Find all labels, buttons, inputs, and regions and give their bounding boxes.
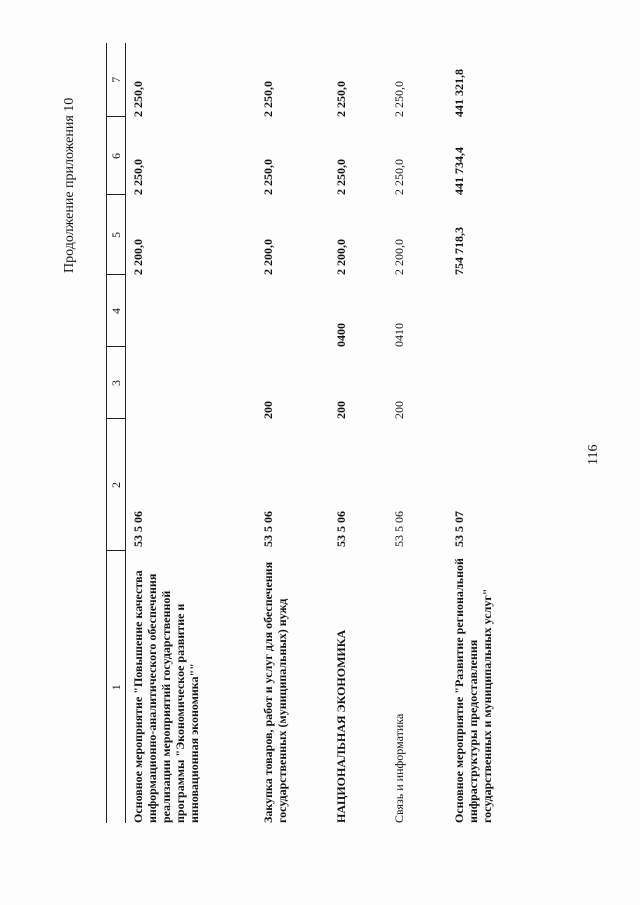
row-value-6: 441 734,4 — [452, 147, 466, 195]
row-value-5: 2 200,0 — [131, 239, 145, 275]
col-header-1: 1 — [107, 551, 126, 823]
row-value-7: 2 250,0 — [131, 81, 145, 117]
table-row — [329, 43, 387, 823]
row-code: 53 5 06 — [334, 511, 348, 547]
col-header-2: 2 — [107, 419, 126, 551]
row-vr: 200 — [334, 401, 348, 419]
row-value-6: 2 250,0 — [392, 159, 406, 195]
row-value-5: 2 200,0 — [334, 239, 348, 275]
row-value-6: 2 250,0 — [334, 159, 348, 195]
row-value-7: 2 250,0 — [392, 81, 406, 117]
table-row — [256, 43, 329, 823]
page-number: 116 — [586, 444, 601, 465]
col-header-4: 4 — [107, 275, 126, 347]
col-header-7: 7 — [107, 43, 126, 117]
table-row — [387, 43, 447, 823]
row-value-5: 2 200,0 — [392, 239, 406, 275]
row-code: 53 5 06 — [261, 511, 275, 547]
row-rz — [447, 275, 572, 347]
row-rz: 0400 — [334, 323, 348, 347]
row-value-7: 2 250,0 — [334, 81, 348, 117]
row-value-7: 2 250,0 — [261, 81, 275, 117]
row-name: Закупка товаров, работ и услуг для обеспечения государственных (муниципальных) нужд — [261, 561, 289, 823]
row-vr: 200 — [392, 401, 406, 419]
row-vr — [447, 347, 572, 419]
col-header-5: 5 — [107, 195, 126, 275]
row-value-5: 2 200,0 — [261, 239, 275, 275]
budget-table — [106, 43, 572, 823]
table-row — [447, 43, 572, 823]
appendix-caption: Продолжение приложения 10 — [62, 97, 77, 273]
row-rz — [126, 275, 257, 347]
row-name: Связь и информатика — [392, 713, 406, 823]
col-header-6: 6 — [107, 117, 126, 195]
row-value-5: 754 718,3 — [452, 227, 466, 275]
row-value-6: 2 250,0 — [261, 159, 275, 195]
row-value-6: 2 250,0 — [131, 159, 145, 195]
row-code: 53 5 06 — [131, 511, 145, 547]
row-value-7: 441 321,8 — [452, 69, 466, 117]
table-row — [126, 43, 257, 823]
row-vr — [126, 347, 257, 419]
header-row — [107, 43, 126, 823]
row-code: 53 5 07 — [452, 511, 466, 547]
row-code: 53 5 06 — [392, 511, 406, 547]
row-name: НАЦИОНАЛЬНАЯ ЭКОНОМИКА — [334, 629, 348, 823]
row-rz: 0410 — [392, 323, 406, 347]
row-rz — [256, 275, 329, 347]
col-header-3: 3 — [107, 347, 126, 419]
row-name: Основное мероприятие "Развитие региональной инфраструктуры предоставления государственных и муниципальных услуг" — [452, 558, 494, 823]
row-name: Основное мероприятие "Повышение качества информационно-аналитического обеспечения реализации мероприятий государственной программы "Экономическое развитие и инновационная экономика"" — [131, 570, 201, 823]
row-vr: 200 — [261, 401, 275, 419]
